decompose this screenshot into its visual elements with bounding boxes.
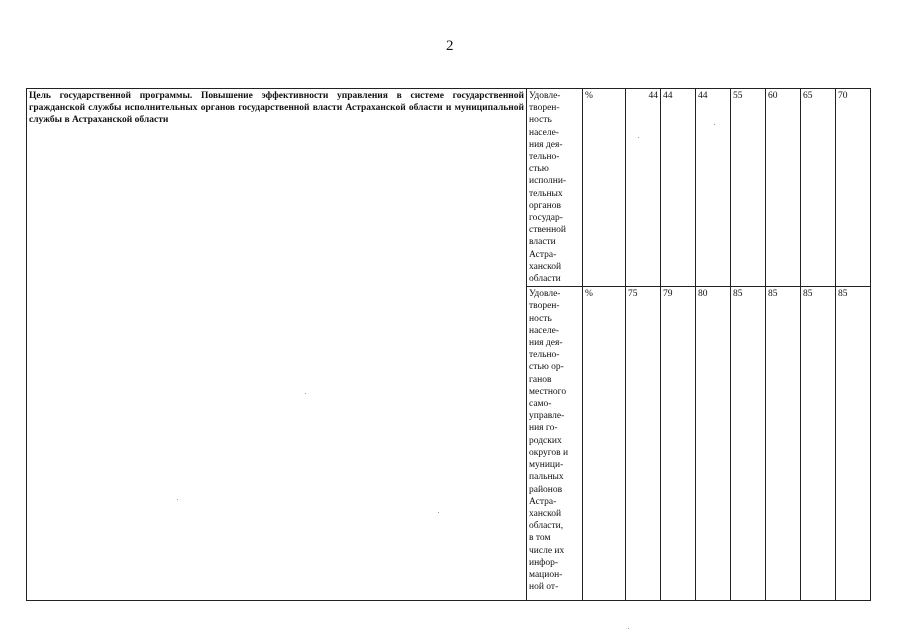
indicator-line: районов — [529, 484, 563, 495]
value-cell: 55 — [731, 89, 766, 287]
indicator-line: пальных — [529, 472, 564, 483]
scan-speck — [628, 628, 629, 629]
value-cell: 44 — [661, 89, 696, 287]
indicator-line: ханской — [529, 261, 562, 272]
indicator-line: творен- — [529, 301, 560, 312]
indicator-line: ность — [529, 115, 552, 126]
indicator-line: ность — [529, 313, 552, 324]
indicator-line: инфор- — [529, 557, 558, 568]
indicator-line: в том — [529, 533, 551, 544]
indicator-line: Удовле- — [529, 289, 561, 300]
scan-speck — [714, 124, 715, 125]
indicator-line: мацион- — [529, 569, 563, 580]
indicator-line: ханской — [529, 508, 562, 519]
indicator-line: населе- — [529, 127, 559, 138]
indicator-line: власти — [529, 237, 556, 248]
indicator-line: Астра- — [529, 249, 557, 260]
scan-speck — [438, 512, 439, 513]
indicator-line: родских — [529, 435, 562, 446]
indicator-line: местного — [529, 386, 567, 397]
value-cell: 80 — [696, 287, 731, 601]
indicator-line: ния го- — [529, 423, 558, 434]
indicator-line: ния дея- — [529, 338, 563, 349]
indicator-line: стью — [529, 164, 549, 175]
value-cell: 65 — [801, 89, 836, 287]
unit-cell: % — [583, 287, 626, 601]
indicator-line: Астра- — [529, 496, 557, 507]
indicator-line: управле- — [529, 411, 565, 422]
value-cell: 85 — [801, 287, 836, 601]
value-cell: 70 — [836, 89, 871, 287]
value-cell: 85 — [731, 287, 766, 601]
value-cell: 85 — [836, 287, 871, 601]
indicator-line: области — [529, 274, 561, 285]
program-goal-cell: Цель государственной программы. Повышение эффективности управления в системе государственной гражданской службы исполнительных органов государственной власти Астраханской области и муниципальной службы в Астраханской области — [27, 89, 527, 601]
indicator-line: ния дея- — [529, 139, 563, 150]
value-cell: 60 — [766, 89, 801, 287]
indicator-line: Удовле- — [529, 91, 561, 101]
indicator-line: само- — [529, 399, 552, 410]
scan-speck — [638, 137, 639, 138]
unit-cell: % — [583, 89, 626, 287]
indicator-line: муници- — [529, 460, 564, 471]
indicator-line: тельно- — [529, 152, 560, 163]
scan-speck — [305, 393, 306, 394]
indicator-line: стью ор- — [529, 362, 564, 373]
indicator-cell — [527, 287, 583, 601]
value-cell: 85 — [766, 287, 801, 601]
indicator-line: тельно- — [529, 350, 560, 361]
indicator-line: творен- — [529, 103, 560, 114]
value-cell: 75 — [626, 287, 661, 601]
scan-speck — [177, 499, 178, 500]
indicator-line: области, — [529, 521, 564, 532]
indicator-cell — [527, 89, 583, 287]
indicator-line: населе- — [529, 325, 559, 336]
indicators-table — [26, 88, 871, 601]
indicator-line: государ- — [529, 213, 563, 224]
indicator-line: округов и — [529, 447, 569, 458]
value-cell: 79 — [661, 287, 696, 601]
indicator-line: ганов — [529, 374, 552, 385]
indicator-line: ной от- — [529, 582, 559, 593]
value-cell: 44 — [626, 89, 661, 287]
table-row — [27, 89, 871, 287]
indicator-line: органов — [529, 200, 561, 211]
indicator-line: ственной — [529, 225, 567, 236]
indicator-line: тельных — [529, 188, 563, 199]
indicator-line: числе их — [529, 545, 565, 556]
indicator-line: исполни- — [529, 176, 567, 187]
value-cell: 44 — [696, 89, 731, 287]
page-number: 2 — [446, 38, 454, 54]
